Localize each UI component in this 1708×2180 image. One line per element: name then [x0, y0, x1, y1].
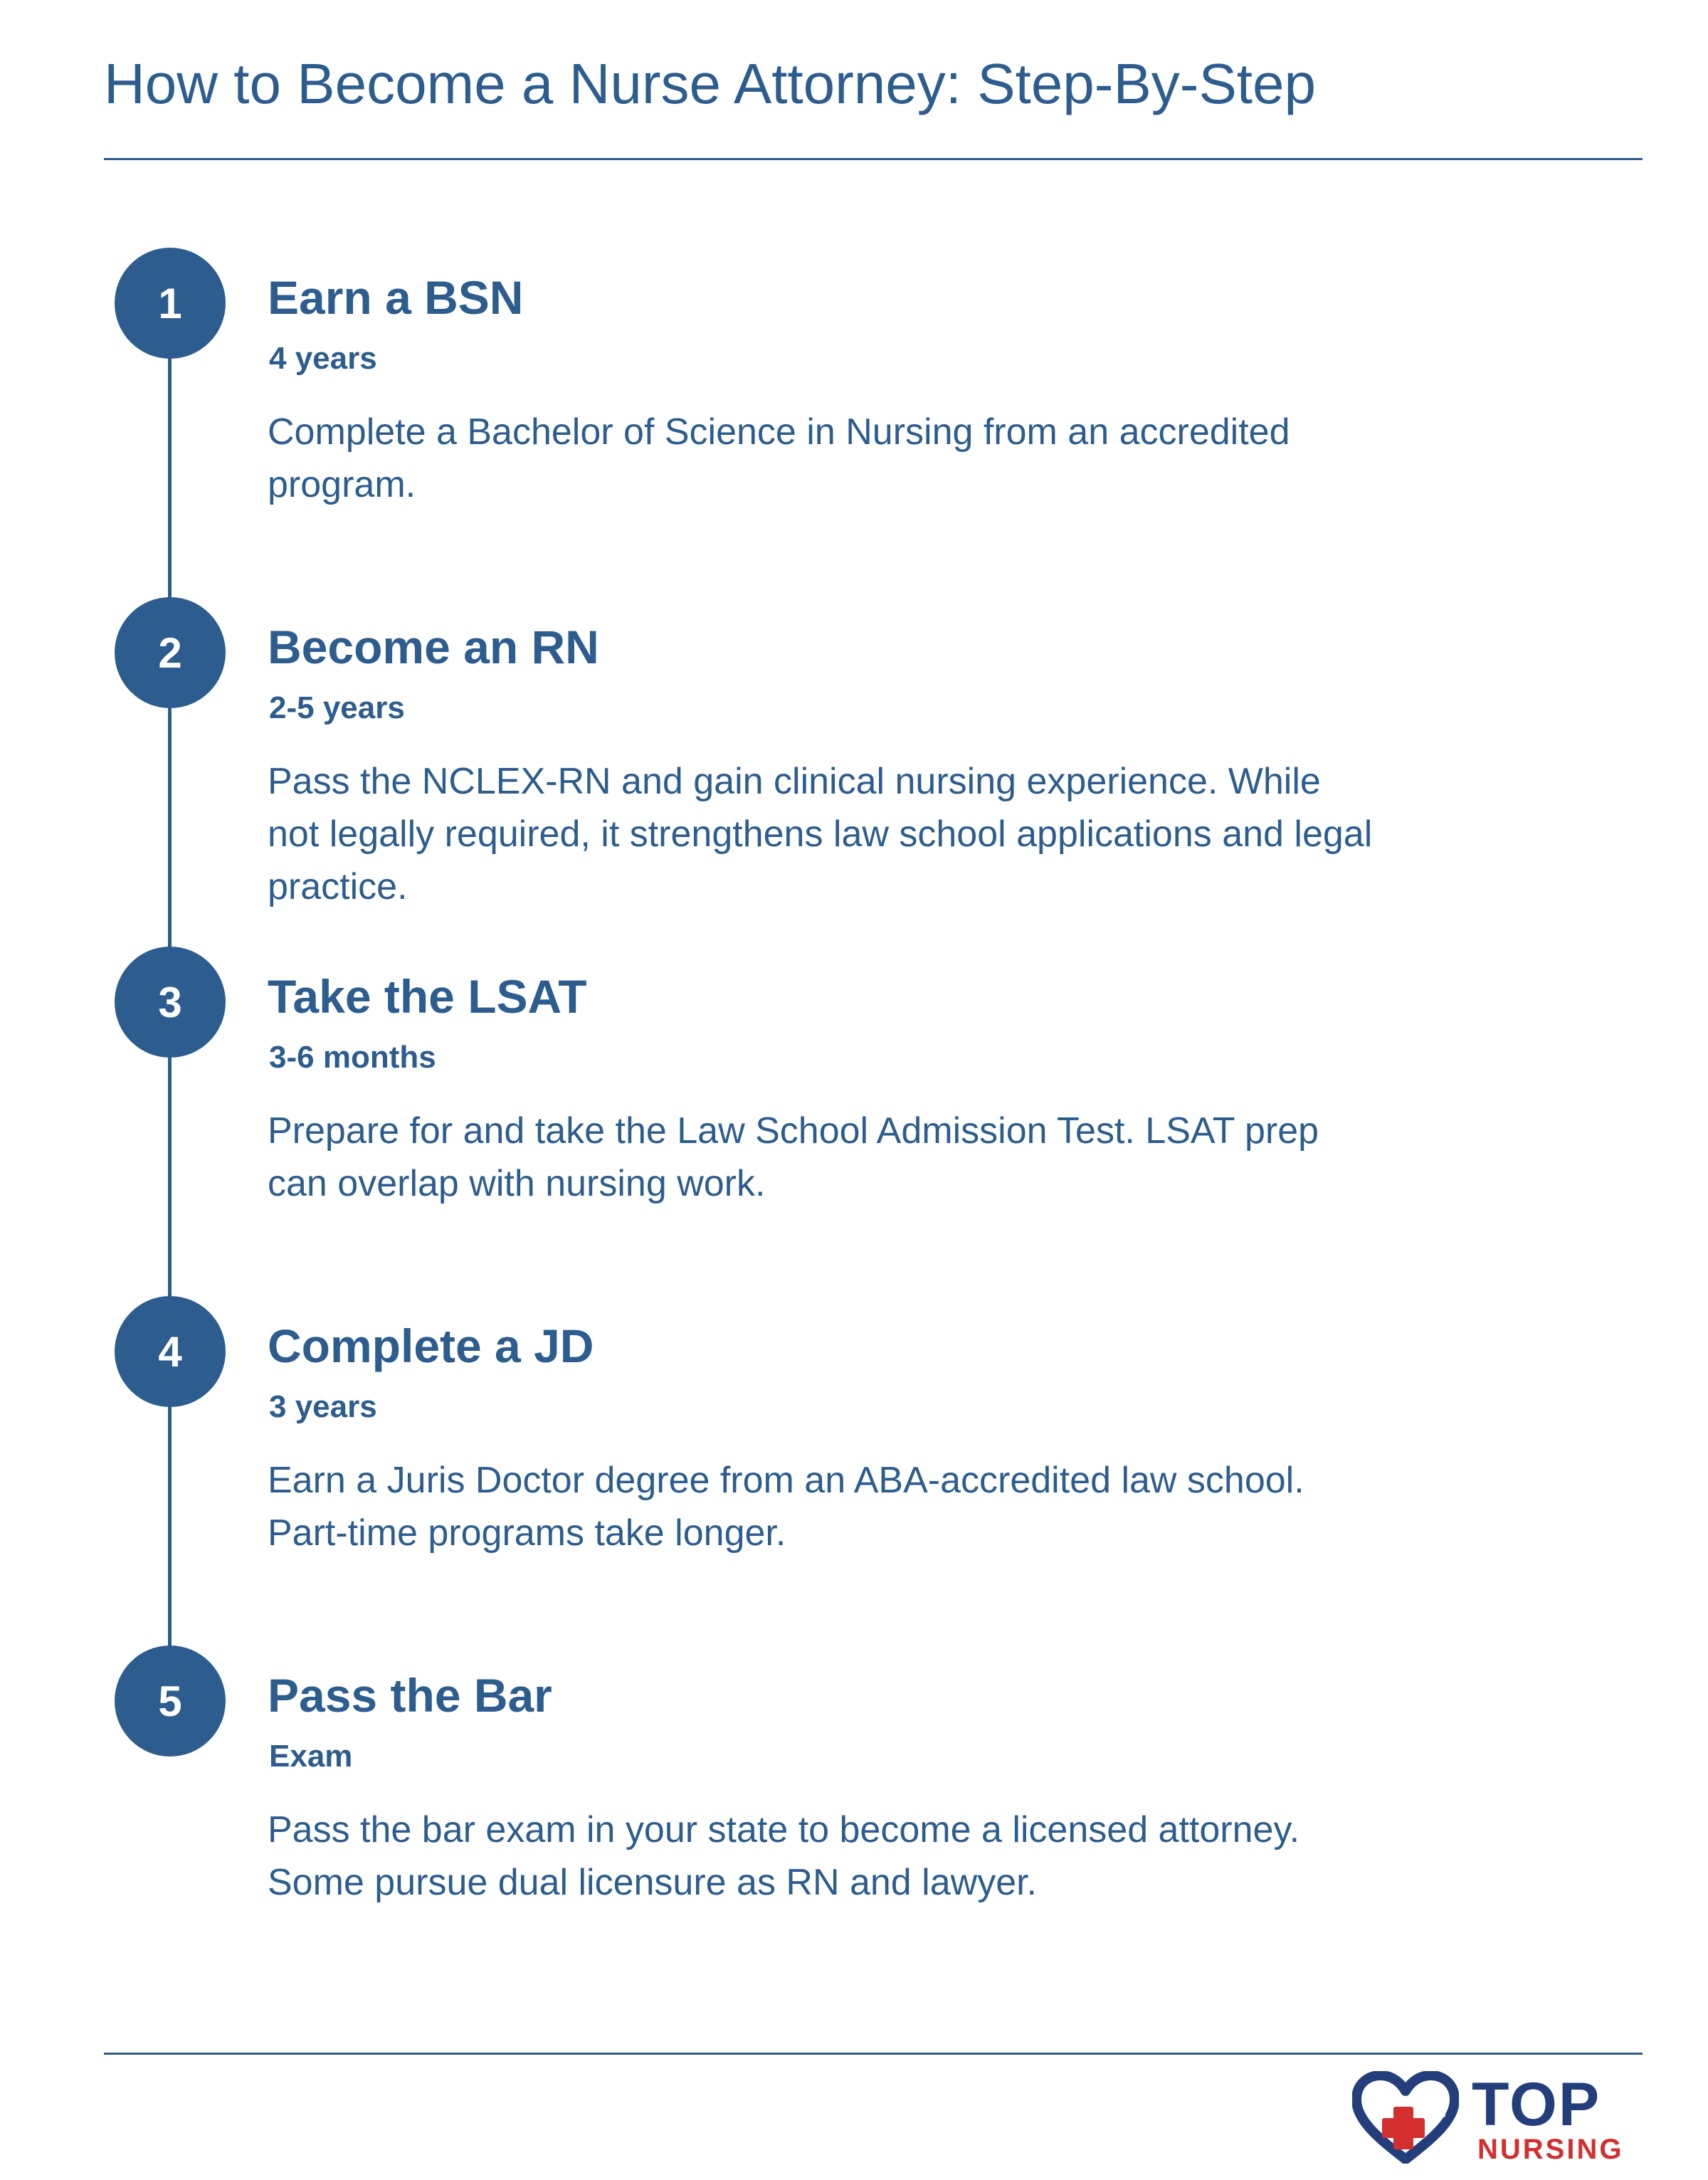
step-title: Earn a BSN [268, 271, 524, 324]
step-duration: 4 years [269, 341, 377, 376]
logo-text-top: TOP [1472, 2070, 1601, 2139]
step-duration: Exam [269, 1739, 353, 1774]
step-description: Earn a Juris Doctor degree from an ABA-accredited law school. Part-time programs take longer. [268, 1460, 1304, 1554]
bottom-divider [104, 2053, 1643, 2055]
heart-cross-icon [1352, 2071, 1459, 2164]
step-description: Pass the bar exam in your state to become a licensed attorney. Some pursue dual licensure as RN and lawyer. [268, 1809, 1300, 1903]
top-divider [104, 158, 1643, 160]
top-nursing-logo [1352, 2071, 1644, 2164]
step-description: Complete a Bachelor of Science in Nursing from an accredited program. [268, 411, 1290, 505]
step-title: Complete a JD [268, 1320, 594, 1372]
step-4 [0, 1296, 1708, 1645]
step-title: Pass the Bar [268, 1669, 552, 1722]
step-3 [0, 947, 1708, 1295]
step-number-badge: 1 [115, 248, 226, 359]
step-number-badge: 2 [115, 597, 226, 708]
step-number-badge: 4 [115, 1296, 226, 1407]
step-description: Prepare for and take the Law School Admission Test. LSAT prep can overlap with nursing work. [268, 1110, 1319, 1204]
step-2 [0, 597, 1708, 946]
step-duration: 3-6 months [269, 1040, 436, 1075]
step-1 [0, 248, 1708, 596]
step-description: Pass the NCLEX-RN and gain clinical nursing experience. While not legally required, it strengthens law school applications and legal practice. [268, 761, 1373, 907]
step-5 [0, 1645, 1708, 1994]
page-title: How to Become a Nurse Attorney: Step-By-Step [104, 52, 1317, 115]
logo-text-nursing: NURSING [1477, 2134, 1624, 2165]
step-number-badge: 5 [115, 1645, 226, 1757]
step-title: Become an RN [268, 621, 599, 673]
step-number-badge: 3 [115, 947, 226, 1058]
step-duration: 3 years [269, 1389, 377, 1424]
step-title: Take the LSAT [268, 970, 587, 1023]
step-duration: 2-5 years [269, 690, 405, 725]
